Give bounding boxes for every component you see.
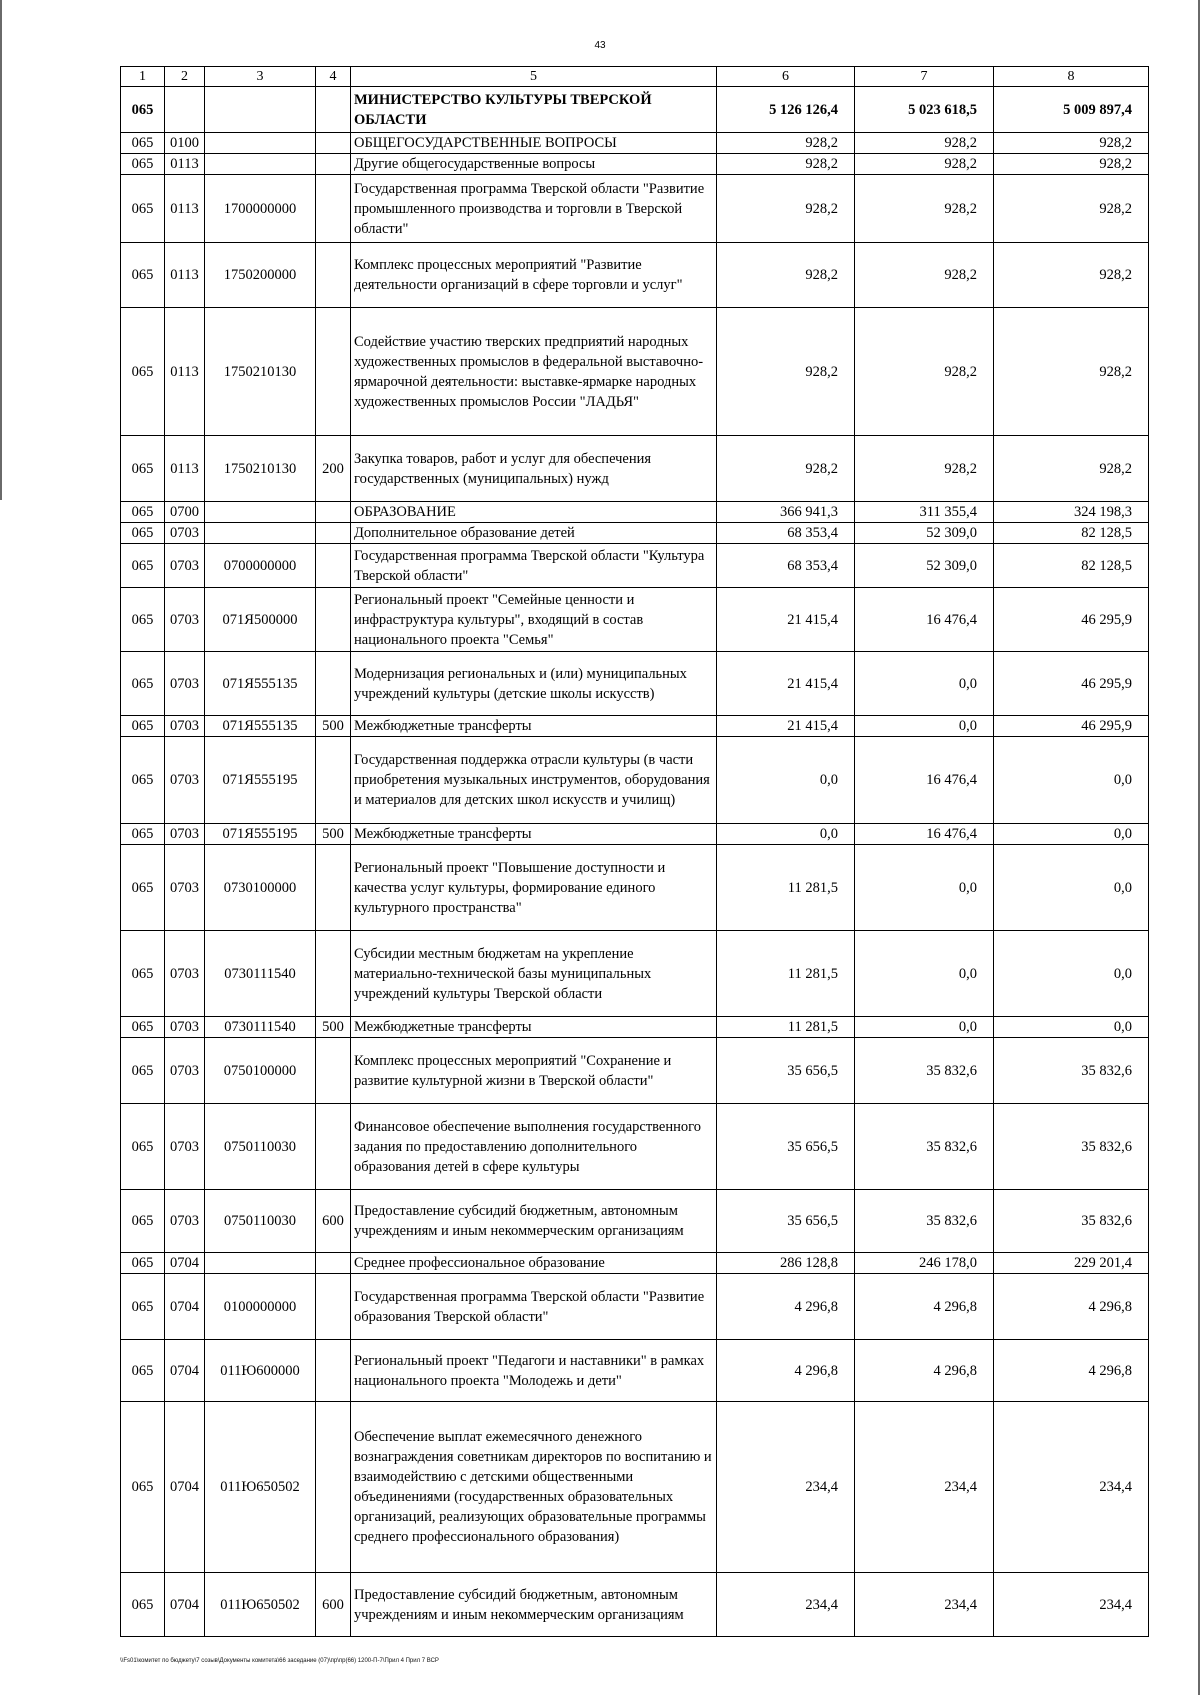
- amount-col-7: 52 309,0: [855, 523, 994, 544]
- ministry-code: 065: [121, 1104, 165, 1190]
- ministry-code: 065: [121, 1402, 165, 1573]
- amount-col-6: 68 353,4: [717, 544, 855, 588]
- table-row: [121, 502, 1149, 523]
- expense-type-code: [316, 1104, 351, 1190]
- section-code: 0100: [165, 133, 205, 154]
- target-article-code: 1700000000: [205, 175, 316, 243]
- expense-type-code: [316, 1274, 351, 1340]
- section-code: 0703: [165, 523, 205, 544]
- target-article-code: 0730111540: [205, 1017, 316, 1038]
- target-article-code: 0750100000: [205, 1038, 316, 1104]
- amount-col-8: 46 295,9: [994, 588, 1149, 652]
- item-name: Финансовое обеспечение выполнения государственного задания по предоставлению дополнительного образования детей в сфере культуры: [351, 1104, 717, 1190]
- expense-type-code: [316, 1253, 351, 1274]
- amount-col-8: 928,2: [994, 308, 1149, 436]
- amount-col-6: 0,0: [717, 737, 855, 824]
- target-article-code: 0750110030: [205, 1190, 316, 1253]
- amount-col-7: 234,4: [855, 1402, 994, 1573]
- amount-col-7: 0,0: [855, 1017, 994, 1038]
- table-row: [121, 1038, 1149, 1104]
- table-row: [121, 133, 1149, 154]
- expense-type-code: 500: [316, 824, 351, 845]
- budget-table: [120, 66, 1149, 1637]
- table-row: [121, 716, 1149, 737]
- amount-col-8: 4 296,8: [994, 1340, 1149, 1402]
- amount-col-8: 0,0: [994, 845, 1149, 931]
- amount-col-8: 324 198,3: [994, 502, 1149, 523]
- table-row: [121, 308, 1149, 436]
- target-article-code: [205, 87, 316, 133]
- target-article-code: 1750210130: [205, 436, 316, 502]
- expense-type-code: 500: [316, 1017, 351, 1038]
- section-code: 0703: [165, 588, 205, 652]
- amount-col-6: 928,2: [717, 154, 855, 175]
- section-code: 0703: [165, 1017, 205, 1038]
- expense-type-code: [316, 243, 351, 308]
- table-row: [121, 1274, 1149, 1340]
- target-article-code: 071Я555195: [205, 737, 316, 824]
- ministry-code: 065: [121, 931, 165, 1017]
- page-number: 43: [594, 40, 606, 51]
- amount-col-6: 11 281,5: [717, 1017, 855, 1038]
- column-number: 1: [121, 67, 165, 87]
- expense-type-code: [316, 931, 351, 1017]
- amount-col-8: 82 128,5: [994, 523, 1149, 544]
- target-article-code: 0750110030: [205, 1104, 316, 1190]
- ministry-code: 065: [121, 87, 165, 133]
- target-article-code: 0700000000: [205, 544, 316, 588]
- expense-type-code: [316, 1402, 351, 1573]
- amount-col-8: 229 201,4: [994, 1253, 1149, 1274]
- table-row: [121, 1190, 1149, 1253]
- target-article-code: [205, 523, 316, 544]
- amount-col-7: 928,2: [855, 154, 994, 175]
- amount-col-7: 35 832,6: [855, 1038, 994, 1104]
- target-article-code: 0730100000: [205, 845, 316, 931]
- amount-col-7: 16 476,4: [855, 824, 994, 845]
- section-code: 0113: [165, 175, 205, 243]
- amount-col-7: 5 023 618,5: [855, 87, 994, 133]
- amount-col-6: 5 126 126,4: [717, 87, 855, 133]
- amount-col-7: 928,2: [855, 175, 994, 243]
- amount-col-7: 0,0: [855, 716, 994, 737]
- item-name: МИНИСТЕРСТВО КУЛЬТУРЫ ТВЕРСКОЙ ОБЛАСТИ: [351, 87, 717, 133]
- target-article-code: 011Ю650502: [205, 1402, 316, 1573]
- ministry-code: 065: [121, 1190, 165, 1253]
- amount-col-7: 16 476,4: [855, 588, 994, 652]
- expense-type-code: [316, 1340, 351, 1402]
- table-row: [121, 1253, 1149, 1274]
- amount-col-7: 311 355,4: [855, 502, 994, 523]
- amount-col-6: 928,2: [717, 308, 855, 436]
- item-name: Государственная программа Тверской области "Культура Тверской области": [351, 544, 717, 588]
- table-body: [121, 67, 1149, 1637]
- target-article-code: [205, 1253, 316, 1274]
- section-code: 0704: [165, 1340, 205, 1402]
- amount-col-7: 52 309,0: [855, 544, 994, 588]
- section-code: 0704: [165, 1402, 205, 1573]
- column-number: 7: [855, 67, 994, 87]
- item-name: Государственная поддержка отрасли культуры (в части приобретения музыкальных инструментов, оборудования и материалов для детских школ искусств и училищ): [351, 737, 717, 824]
- section-code: 0700: [165, 502, 205, 523]
- item-name: Обеспечение выплат ежемесячного денежного вознаграждения советникам директоров по воспитанию и взаимодействию с детскими общественными объединениями (государственных образовательных организаций, реализующих образовательные программы среднего профессионального образования): [351, 1402, 717, 1573]
- item-name: Региональный проект "Семейные ценности и инфраструктура культуры", входящий в состав национального проекта "Семья": [351, 588, 717, 652]
- amount-col-6: 366 941,3: [717, 502, 855, 523]
- amount-col-8: 928,2: [994, 243, 1149, 308]
- ministry-code: 065: [121, 243, 165, 308]
- amount-col-6: 928,2: [717, 133, 855, 154]
- amount-col-8: 82 128,5: [994, 544, 1149, 588]
- amount-col-6: 4 296,8: [717, 1340, 855, 1402]
- amount-col-6: 234,4: [717, 1573, 855, 1637]
- item-name: Региональный проект "Педагоги и наставники" в рамках национального проекта "Молодежь и дети": [351, 1340, 717, 1402]
- ministry-code: 065: [121, 175, 165, 243]
- section-code: 0703: [165, 1190, 205, 1253]
- table-row: [121, 1573, 1149, 1637]
- expense-type-code: [316, 154, 351, 175]
- table-row: [121, 737, 1149, 824]
- amount-col-6: 234,4: [717, 1402, 855, 1573]
- ministry-code: 065: [121, 502, 165, 523]
- target-article-code: 071Я555195: [205, 824, 316, 845]
- ministry-code: 065: [121, 133, 165, 154]
- table-row: [121, 824, 1149, 845]
- ministry-code: 065: [121, 737, 165, 824]
- amount-col-6: 35 656,5: [717, 1104, 855, 1190]
- target-article-code: 0100000000: [205, 1274, 316, 1340]
- ministry-code: 065: [121, 154, 165, 175]
- amount-col-6: 286 128,8: [717, 1253, 855, 1274]
- amount-col-8: 46 295,9: [994, 652, 1149, 716]
- amount-col-8: 234,4: [994, 1402, 1149, 1573]
- target-article-code: 011Ю600000: [205, 1340, 316, 1402]
- amount-col-8: 928,2: [994, 175, 1149, 243]
- item-name: Закупка товаров, работ и услуг для обеспечения государственных (муниципальных) нужд: [351, 436, 717, 502]
- column-number: 8: [994, 67, 1149, 87]
- section-code: 0113: [165, 243, 205, 308]
- ministry-code: 065: [121, 824, 165, 845]
- amount-col-6: 928,2: [717, 175, 855, 243]
- section-code: 0703: [165, 845, 205, 931]
- table-row: [121, 87, 1149, 133]
- item-name: Среднее профессиональное образование: [351, 1253, 717, 1274]
- expense-type-code: [316, 737, 351, 824]
- ministry-code: 065: [121, 436, 165, 502]
- target-article-code: 071Я500000: [205, 588, 316, 652]
- item-name: Региональный проект "Повышение доступности и качества услуг культуры, формирование единого культурного пространства": [351, 845, 717, 931]
- amount-col-7: 928,2: [855, 133, 994, 154]
- expense-type-code: 600: [316, 1573, 351, 1637]
- table-row: [121, 1402, 1149, 1573]
- ministry-code: 065: [121, 652, 165, 716]
- amount-col-6: 928,2: [717, 436, 855, 502]
- section-code: 0703: [165, 652, 205, 716]
- section-code: 0703: [165, 931, 205, 1017]
- amount-col-7: 928,2: [855, 308, 994, 436]
- amount-col-8: 5 009 897,4: [994, 87, 1149, 133]
- table-row: [121, 845, 1149, 931]
- amount-col-7: 928,2: [855, 436, 994, 502]
- table-row: [121, 436, 1149, 502]
- amount-col-6: 21 415,4: [717, 716, 855, 737]
- expense-type-code: 500: [316, 716, 351, 737]
- amount-col-7: 35 832,6: [855, 1190, 994, 1253]
- section-code: 0704: [165, 1573, 205, 1637]
- table-row: [121, 1017, 1149, 1038]
- amount-col-7: 0,0: [855, 652, 994, 716]
- table-row: [121, 588, 1149, 652]
- item-name: Комплекс процессных мероприятий "Развитие деятельности организаций в сфере торговли и услуг": [351, 243, 717, 308]
- item-name: Государственная программа Тверской области "Развитие промышленного производства и торговли в Тверской области": [351, 175, 717, 243]
- item-name: ОБЩЕГОСУДАРСТВЕННЫЕ ВОПРОСЫ: [351, 133, 717, 154]
- footer-file-path: \\Fs01\комитет по бюджету\7 созыв\Документы комитета\66 заседание (07)\пр\пр(66) 1200-П-7\Прил 4 Прил 7 ВСР: [120, 1658, 439, 1664]
- ministry-code: 065: [121, 1340, 165, 1402]
- amount-col-8: 0,0: [994, 824, 1149, 845]
- amount-col-8: 35 832,6: [994, 1190, 1149, 1253]
- expense-type-code: 200: [316, 436, 351, 502]
- target-article-code: 1750210130: [205, 308, 316, 436]
- item-name: ОБРАЗОВАНИЕ: [351, 502, 717, 523]
- item-name: Другие общегосударственные вопросы: [351, 154, 717, 175]
- table-row: [121, 652, 1149, 716]
- section-code: 0113: [165, 436, 205, 502]
- section-code: 0703: [165, 1038, 205, 1104]
- section-code: [165, 87, 205, 133]
- amount-col-8: 0,0: [994, 1017, 1149, 1038]
- ministry-code: 065: [121, 523, 165, 544]
- amount-col-7: 0,0: [855, 845, 994, 931]
- item-name: Предоставление субсидий бюджетным, автономным учреждениям и иным некоммерческим организациям: [351, 1190, 717, 1253]
- column-number-row: [121, 67, 1149, 87]
- amount-col-6: 68 353,4: [717, 523, 855, 544]
- amount-col-8: 928,2: [994, 154, 1149, 175]
- target-article-code: 0730111540: [205, 931, 316, 1017]
- section-code: 0703: [165, 824, 205, 845]
- section-code: 0703: [165, 737, 205, 824]
- ministry-code: 065: [121, 1274, 165, 1340]
- amount-col-8: 928,2: [994, 436, 1149, 502]
- expense-type-code: [316, 308, 351, 436]
- amount-col-6: 0,0: [717, 824, 855, 845]
- column-number: 3: [205, 67, 316, 87]
- target-article-code: 011Ю650502: [205, 1573, 316, 1637]
- amount-col-6: 21 415,4: [717, 652, 855, 716]
- item-name: Субсидии местным бюджетам на укрепление материально-технической базы муниципальных учреждений культуры Тверской области: [351, 931, 717, 1017]
- item-name: Межбюджетные трансферты: [351, 716, 717, 737]
- item-name: Комплекс процессных мероприятий "Сохранение и развитие культурной жизни в Тверской области": [351, 1038, 717, 1104]
- table-row: [121, 154, 1149, 175]
- expense-type-code: [316, 845, 351, 931]
- amount-col-7: 4 296,8: [855, 1274, 994, 1340]
- section-code: 0113: [165, 154, 205, 175]
- ministry-code: 065: [121, 308, 165, 436]
- item-name: Государственная программа Тверской области "Развитие образования Тверской области": [351, 1274, 717, 1340]
- expense-type-code: [316, 652, 351, 716]
- amount-col-8: 35 832,6: [994, 1038, 1149, 1104]
- amount-col-6: 11 281,5: [717, 845, 855, 931]
- item-name: Межбюджетные трансферты: [351, 1017, 717, 1038]
- table-row: [121, 523, 1149, 544]
- expense-type-code: [316, 544, 351, 588]
- ministry-code: 065: [121, 1017, 165, 1038]
- column-number: 4: [316, 67, 351, 87]
- target-article-code: [205, 502, 316, 523]
- ministry-code: 065: [121, 588, 165, 652]
- expense-type-code: [316, 1038, 351, 1104]
- table-row: [121, 544, 1149, 588]
- expense-type-code: [316, 133, 351, 154]
- expense-type-code: [316, 175, 351, 243]
- expense-type-code: [316, 502, 351, 523]
- ministry-code: 065: [121, 716, 165, 737]
- amount-col-8: 46 295,9: [994, 716, 1149, 737]
- section-code: 0703: [165, 1104, 205, 1190]
- amount-col-7: 4 296,8: [855, 1340, 994, 1402]
- amount-col-7: 246 178,0: [855, 1253, 994, 1274]
- item-name: Предоставление субсидий бюджетным, автономным учреждениям и иным некоммерческим организациям: [351, 1573, 717, 1637]
- table-row: [121, 243, 1149, 308]
- amount-col-8: 0,0: [994, 737, 1149, 824]
- amount-col-7: 16 476,4: [855, 737, 994, 824]
- amount-col-8: 0,0: [994, 931, 1149, 1017]
- section-code: 0704: [165, 1253, 205, 1274]
- ministry-code: 065: [121, 1573, 165, 1637]
- column-number: 5: [351, 67, 717, 87]
- target-article-code: [205, 154, 316, 175]
- section-code: 0113: [165, 308, 205, 436]
- amount-col-8: 928,2: [994, 133, 1149, 154]
- ministry-code: 065: [121, 544, 165, 588]
- expense-type-code: 600: [316, 1190, 351, 1253]
- amount-col-8: 4 296,8: [994, 1274, 1149, 1340]
- amount-col-8: 234,4: [994, 1573, 1149, 1637]
- amount-col-6: 4 296,8: [717, 1274, 855, 1340]
- ministry-code: 065: [121, 1253, 165, 1274]
- amount-col-6: 21 415,4: [717, 588, 855, 652]
- section-code: 0703: [165, 716, 205, 737]
- column-number: 6: [717, 67, 855, 87]
- target-article-code: 1750200000: [205, 243, 316, 308]
- table-row: [121, 1104, 1149, 1190]
- item-name: Модернизация региональных и (или) муниципальных учреждений культуры (детские школы искусств): [351, 652, 717, 716]
- ministry-code: 065: [121, 1038, 165, 1104]
- target-article-code: 071Я555135: [205, 652, 316, 716]
- amount-col-6: 11 281,5: [717, 931, 855, 1017]
- scan-edge-left: [0, 0, 2, 500]
- section-code: 0704: [165, 1274, 205, 1340]
- item-name: Межбюджетные трансферты: [351, 824, 717, 845]
- table-row: [121, 1340, 1149, 1402]
- expense-type-code: [316, 87, 351, 133]
- section-code: 0703: [165, 544, 205, 588]
- column-number: 2: [165, 67, 205, 87]
- expense-type-code: [316, 523, 351, 544]
- ministry-code: 065: [121, 845, 165, 931]
- item-name: Дополнительное образование детей: [351, 523, 717, 544]
- target-article-code: 071Я555135: [205, 716, 316, 737]
- amount-col-7: 35 832,6: [855, 1104, 994, 1190]
- table-row: [121, 175, 1149, 243]
- table-row: [121, 931, 1149, 1017]
- item-name: Содействие участию тверских предприятий народных художественных промыслов в федеральной выставочно-ярмарочной деятельности: выставке-ярмарке народных художественных промыслов России "ЛАДЬЯ": [351, 308, 717, 436]
- amount-col-6: 35 656,5: [717, 1190, 855, 1253]
- amount-col-7: 234,4: [855, 1573, 994, 1637]
- amount-col-7: 928,2: [855, 243, 994, 308]
- amount-col-7: 0,0: [855, 931, 994, 1017]
- amount-col-8: 35 832,6: [994, 1104, 1149, 1190]
- target-article-code: [205, 133, 316, 154]
- amount-col-6: 35 656,5: [717, 1038, 855, 1104]
- expense-type-code: [316, 588, 351, 652]
- amount-col-6: 928,2: [717, 243, 855, 308]
